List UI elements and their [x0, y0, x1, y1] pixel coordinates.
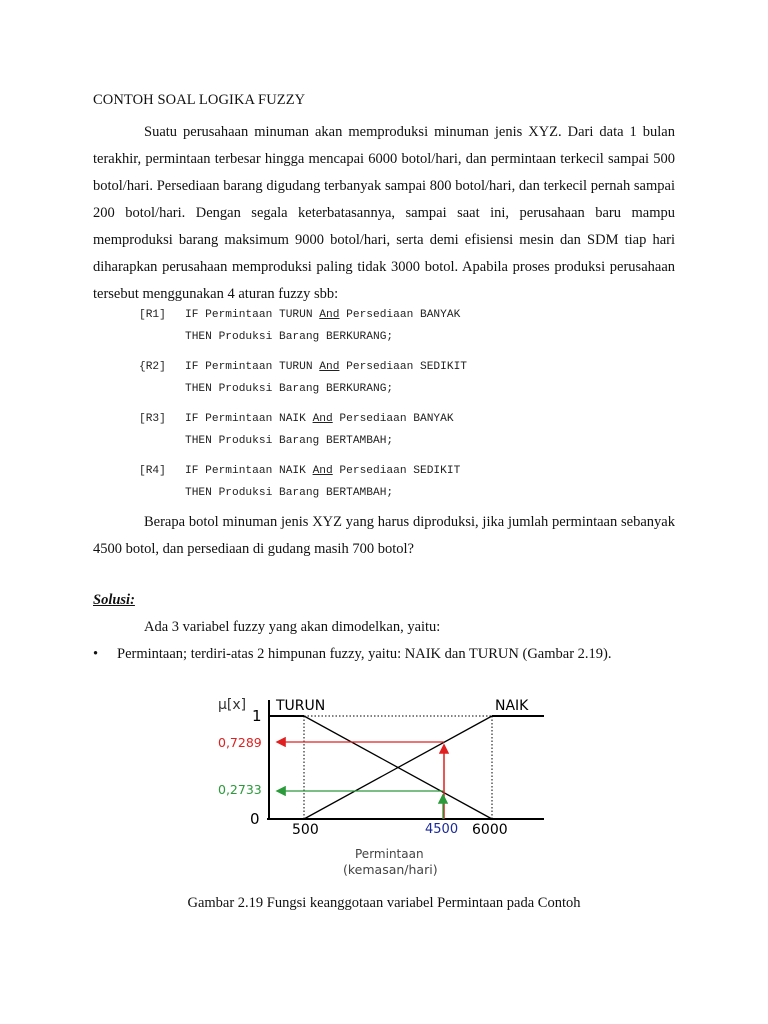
rule-then: THEN Produksi Barang BERKURANG;: [185, 331, 394, 343]
fuzzy-rules: [139, 304, 467, 512]
value-green-label: 0,2733: [218, 782, 262, 797]
bullet-item: [93, 646, 611, 663]
value-red-label: 0,7289: [218, 735, 262, 750]
figure-caption: Gambar 2.19 Fungsi keanggotaan variabel Permintaan pada Contoh: [187, 895, 581, 911]
solusi-intro: Ada 3 variabel fuzzy yang akan dimodelkan, yaitu:: [144, 619, 441, 635]
x-tick-4500: 4500: [425, 822, 459, 837]
membership-function-figure: [210, 688, 550, 883]
question-text: Berapa botol minuman jenis XYZ yang harus diproduksi, jika jumlah permintaan sebanyak 4500 botol, dan persediaan di gudang masih 700 botol?: [93, 514, 675, 557]
rule-and: And: [319, 309, 340, 321]
rule-then: THEN Produksi Barang BERKURANG;: [185, 383, 394, 395]
rule-and: And: [312, 413, 333, 425]
rule-if: IF Permintaan NAIK: [185, 465, 313, 477]
membership-chart: [210, 688, 550, 878]
rule-if: IF Permintaan TURUN: [185, 361, 320, 373]
intro-text: Suatu perusahaan minuman akan memproduksi minuman jenis XYZ. Dari data 1 bulan terakhir, permintaan terbesar hingga mencapai 6000 botol/hari, dan permintaan terkecil sampai 500 botol/hari. Persediaan barang digudang terbanyak sampai 800 botol/hari, dan terkecil pernah sampai 200 botol/hari. Dengan segala keterbatasannya, sampai saat ini, perusahaan baru mampu memproduksi barang maksimum 9000 botol/hari, serta demi efisiensi mesin dan SDM tiap hari diharapkan perusahaan memproduksi paling tidak 3000 botol. Apabila proses produksi perusahaan tersebut menggunakan 4 aturan fuzzy sbb:: [93, 124, 675, 302]
rule-r1: [139, 304, 467, 356]
rule-if-post: Persediaan BANYAK: [339, 309, 461, 321]
rule-if-post: Persediaan SEDIKIT: [339, 361, 467, 373]
rule-tag: {R2]: [139, 361, 166, 373]
bullet-icon: •: [93, 646, 99, 662]
rule-and: And: [319, 361, 340, 373]
question-paragraph: [93, 509, 675, 563]
rule-r3: [139, 408, 467, 460]
set-label-turun: TURUN: [276, 698, 326, 714]
document-title: CONTOH SOAL LOGIKA FUZZY: [93, 92, 306, 108]
rule-then: THEN Produksi Barang BERTAMBAH;: [185, 435, 394, 447]
bullet-text: Permintaan; terdiri-atas 2 himpunan fuzzy, yaitu: NAIK dan TURUN (Gambar 2.19).: [117, 646, 612, 662]
rule-if-post: Persediaan BANYAK: [332, 413, 454, 425]
rule-r4: [139, 460, 467, 512]
y-tick-0: 0: [250, 810, 260, 828]
rule-if: IF Permintaan NAIK: [185, 413, 313, 425]
rule-tag: [R3]: [139, 413, 166, 425]
rule-and: And: [312, 465, 333, 477]
y-axis-label: µ[x]: [218, 697, 247, 713]
set-label-naik: NAIK: [495, 698, 529, 714]
x-axis-unit-label: (kemasan/hari): [343, 862, 438, 877]
rule-if: IF Permintaan TURUN: [185, 309, 320, 321]
rule-tag: [R4]: [139, 465, 166, 477]
rule-r2: [139, 356, 467, 408]
rule-if-post: Persediaan SEDIKIT: [332, 465, 461, 477]
intro-paragraph: [93, 119, 675, 308]
x-tick-6000: 6000: [472, 822, 508, 838]
y-tick-1: 1: [252, 707, 262, 725]
solusi-heading: Solusi:: [93, 592, 135, 608]
x-axis-label: Permintaan: [355, 847, 424, 861]
rule-then: THEN Produksi Barang BERTAMBAH;: [185, 487, 394, 499]
x-tick-500: 500: [292, 822, 319, 838]
rule-tag: [R1]: [139, 309, 166, 321]
